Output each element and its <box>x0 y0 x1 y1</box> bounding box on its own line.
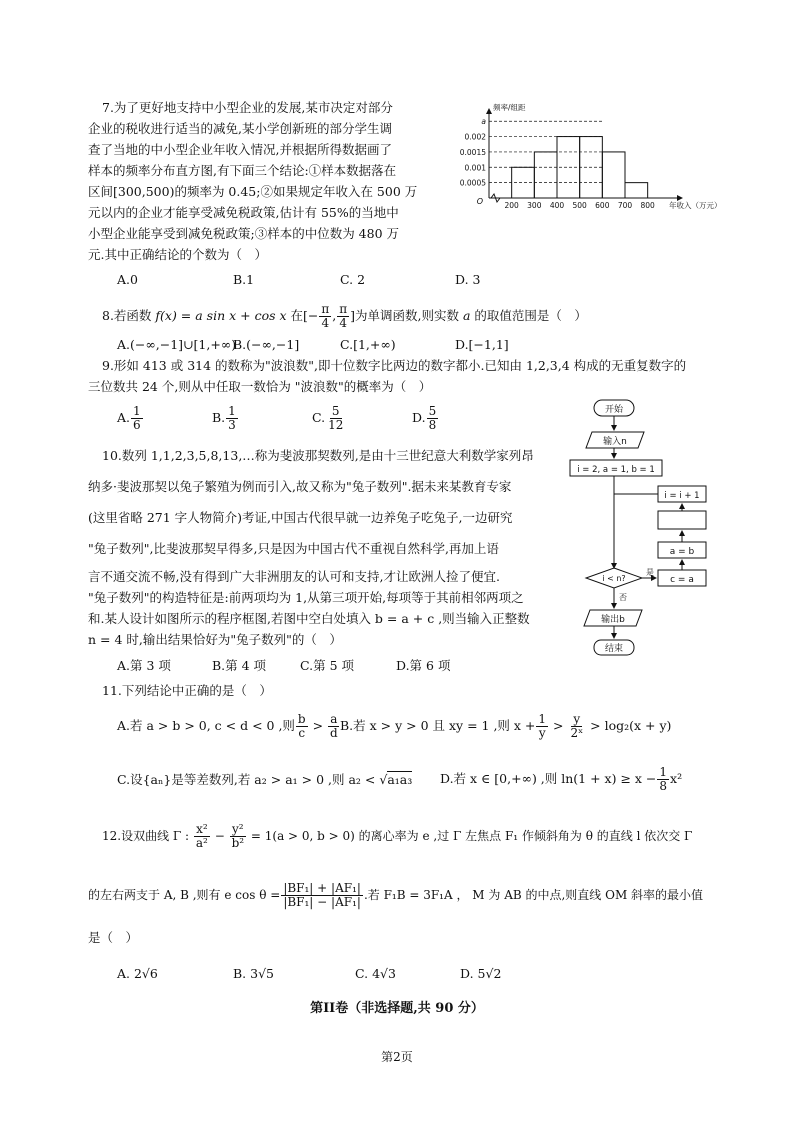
frac-den: 4 <box>321 316 330 330</box>
option-frac <box>427 405 439 432</box>
q10-line: 和.某人设计如图所示的程序框图,若图中空白处填入 b = a + c ,则当输入正整数 <box>88 611 530 626</box>
q10-line: 言不通交流不畅,没有得到广大非洲朋友的认可和支持,才让欧洲人捡了便宜. <box>88 569 500 584</box>
q7-line: 7.为了更好地支持中小型企业的发展,某市决定对部分 <box>102 100 393 115</box>
option-frac <box>131 405 143 432</box>
x-tick-label: 600 <box>595 201 610 210</box>
frac-num: y <box>573 712 581 726</box>
q7-option-c: C. 2 <box>340 272 366 287</box>
frac-den: c <box>298 726 306 740</box>
q8-option-c: C.[1,+∞) <box>340 337 396 352</box>
frac-den: a² <box>195 836 208 850</box>
frac-den: 2ˣ <box>570 726 584 740</box>
sqrt-sign: √ <box>379 772 388 787</box>
flow-assign-c-label: c = a <box>670 575 694 585</box>
x-axis-label: 年收入（万元） <box>669 201 722 210</box>
q7-line: 小型企业能享受到减免税政策;③样本的中位数为 480 万 <box>88 226 400 241</box>
q11-b-text: > <box>549 718 568 733</box>
q7-line: 元以内的企业才能享受减免税政策,估计有 55%的当地中 <box>88 205 399 220</box>
frequency-histogram <box>455 100 722 230</box>
q12-option-b: B. 3√5 <box>233 966 275 981</box>
q12-frac-x <box>194 823 210 850</box>
frac-den: 4 <box>339 316 348 330</box>
histogram-bar <box>625 183 648 198</box>
q12-option-d: D. 5√2 <box>460 966 502 981</box>
q11-stem: 11.下列结论中正确的是（ ） <box>102 683 272 698</box>
q8-option-a: A.(−∞,−1]∪[1,+∞) <box>117 337 237 352</box>
flow-input-label: 输入n <box>603 437 627 447</box>
frac-num: 1 <box>133 404 141 418</box>
q11-d-frac <box>657 766 669 793</box>
flow-no-label: 否 <box>619 593 627 602</box>
q9-option-d <box>412 405 439 432</box>
histogram-bar <box>534 152 557 198</box>
q10-line: n = 4 时,输出结果恰好为"兔子数列"的（ ） <box>88 632 342 647</box>
option-frac <box>326 405 345 432</box>
y-axis-arrow <box>486 108 492 114</box>
q10-line: 10.数列 1,1,2,3,5,8,13,…称为斐波那契数列,是由十三世纪意大利数学家列昂 <box>102 448 534 463</box>
histogram-svg <box>455 100 722 230</box>
frac-num: π <box>339 302 348 316</box>
q11-a-frac2 <box>328 713 340 740</box>
x-tick-label: 500 <box>572 201 587 210</box>
frac-num: y² <box>232 822 244 836</box>
x-tick-label: 400 <box>549 201 565 210</box>
flow-blank-node <box>658 511 706 529</box>
flowchart-svg <box>568 398 713 658</box>
q12-text: 12.设双曲线 Γ : <box>102 829 193 843</box>
q11-b-frac1 <box>536 713 548 740</box>
q8-text: , <box>332 308 337 323</box>
histogram-bar <box>602 152 625 198</box>
frac-den: 6 <box>133 418 141 432</box>
option-letter: B. <box>212 410 226 425</box>
q8-text: 8.若函数 <box>102 308 156 323</box>
frac-den: b² <box>231 836 245 850</box>
q12-frac-ecos <box>281 882 363 909</box>
frac-den: |BF₁| − |AF₁| <box>283 895 361 909</box>
x-tick-label: 700 <box>617 201 633 210</box>
flow-condition-label: i < n? <box>602 574 626 583</box>
q11-option-c <box>117 770 412 788</box>
q7-line: 企业的税收进行适当的减免,某小学创新班的部分学生调 <box>88 121 392 136</box>
q11-b-text: B.若 x > y > 0 且 xy = 1 ,则 x + <box>340 718 536 733</box>
q11-d-text: D.若 x ∈ [0,+∞) ,则 ln(1 + x) ≥ x − <box>440 771 657 786</box>
q12-text: .若 F₁B = 3F₁A ， M 为 AB 的中点,则直线 OM 斜率的最小值 <box>363 888 704 902</box>
q10-option-c: C.第 5 项 <box>300 658 354 673</box>
q11-option-d <box>440 766 682 793</box>
q10-line: (这里省略 271 字人物简介)考证,中国古代很早就一边养兔子吃兔子,一边研究 <box>88 510 513 525</box>
frac-num: 1 <box>659 765 668 779</box>
q7-option-d: D. 3 <box>455 272 481 287</box>
q9-option-a <box>117 405 144 432</box>
q12-line-2 <box>88 882 703 909</box>
q10-line: "兔子数列"的构造特征是:前两项均为 1,从第三项开始,每项等于其前相邻两项之 <box>88 590 524 605</box>
frac-num: x² <box>196 822 208 836</box>
x-tick-label: 200 <box>504 201 519 210</box>
q11-d-text: x² <box>670 771 683 786</box>
q12-option-a: A. 2√6 <box>117 966 158 981</box>
q12-text: − <box>210 829 229 843</box>
flow-yes-label: 是 <box>646 568 654 577</box>
q7-line: 样本的频率分布直方图,有下面三个结论:①样本数据落在 <box>88 163 397 178</box>
q7-option-a: A.0 <box>117 272 138 287</box>
q8-text: ]为单调函数,则实数 <box>350 308 463 323</box>
sqrt-radicand: a₁a₃ <box>387 772 413 787</box>
frac-num: π <box>321 302 330 316</box>
frac-den: y <box>538 726 546 740</box>
flow-output-label: 输出b <box>601 615 625 625</box>
x-tick-label: 800 <box>640 201 655 210</box>
q10-option-d: D.第 6 项 <box>396 658 451 673</box>
q11-a-frac1 <box>296 713 308 740</box>
q12-text: = 1(a > 0, b > 0) 的离心率为 e ,过 Γ 左焦点 F₁ 作倾斜角为 θ 的直线 l 依次交 Γ <box>247 829 693 843</box>
frac-den: 12 <box>328 418 344 432</box>
option-frac <box>226 405 238 432</box>
y-tick-label: 0.001 <box>464 163 486 173</box>
y-tick-label: 0.0005 <box>459 178 486 188</box>
q9-option-c <box>312 405 346 432</box>
frac-den: d <box>330 726 338 740</box>
q12-line-1 <box>102 823 692 850</box>
frac-num: 1 <box>538 712 547 726</box>
q8-text: 的取值范围是（ ） <box>470 308 587 323</box>
page-number: 第2页 <box>381 1050 413 1064</box>
q10-option-b: B.第 4 项 <box>212 658 267 673</box>
flow-assign-a-label: a = b <box>669 547 695 557</box>
frac-num: 5 <box>428 404 437 418</box>
part-two-heading: 第II卷（非选择题,共 90 分） <box>310 1001 484 1016</box>
q7-line: 区间[300,500)的频率为 0.45;②如果规定年收入在 500 万 <box>88 184 418 199</box>
q11-b-frac2 <box>568 713 585 740</box>
flow-init-label: i = 2, a = 1, b = 1 <box>577 465 655 475</box>
q11-a-text: > <box>308 718 328 733</box>
frac-num: 1 <box>228 404 236 418</box>
option-letter: A. <box>117 410 131 425</box>
q8-function: f(x) = a sin x + cos x <box>155 308 287 323</box>
option-letter: C. <box>312 410 326 425</box>
q12-option-c: C. 4√3 <box>355 966 396 981</box>
q11-b-text: > log₂(x + y) <box>586 718 672 733</box>
q9-line: 三位数共 24 个,则从中任取一数恰为 "波浪数"的概率为（ ） <box>88 379 432 394</box>
q11-c-text: C.设{aₙ}是等差数列,若 a₂ > a₁ > 0 ,则 a₂ < <box>117 772 380 787</box>
frac-num: a <box>330 712 338 726</box>
q11-option-a <box>117 713 341 740</box>
origin-label: O <box>476 197 483 206</box>
y-tick-label: 0.002 <box>464 132 486 142</box>
q8-option-d: D.[−1,1] <box>455 337 509 352</box>
q7-option-b: B.1 <box>233 272 255 287</box>
frac-num: b <box>297 712 306 726</box>
q10-option-a: A.第 3 项 <box>117 658 171 673</box>
y-axis-label: 频率/组距 <box>493 103 526 112</box>
q12-text: 的左右两支于 A, B ,则有 e cos θ = <box>88 888 281 902</box>
x-tick-label: 300 <box>527 201 542 210</box>
q10-line: 纳多·斐波那契以兔子繁殖为例而引入,故又称为"兔子数列".据未来某教育专家 <box>88 479 512 494</box>
q8-var: a <box>462 308 471 323</box>
q7-line: 查了当地的中小型企业年收入情况,并根据所得数据画了 <box>88 142 392 157</box>
program-flowchart <box>568 398 713 658</box>
frac-den: 8 <box>428 418 437 432</box>
q8-option-b: B.(−∞,−1] <box>233 337 300 352</box>
q9-option-b <box>212 405 239 432</box>
q11-option-b <box>340 713 671 740</box>
q9-line: 9.形如 413 或 314 的数称为"波浪数",即十位数字比两边的数字都小.已知由 1,2,3,4 构成的无重复数字的 <box>102 358 687 373</box>
q12-line-3: 是（ ） <box>88 930 139 945</box>
q8-stem <box>102 303 587 330</box>
y-tick-label: 0.0015 <box>459 147 486 157</box>
frac-den: 8 <box>659 779 668 793</box>
q8-frac <box>319 303 331 330</box>
option-letter: D. <box>412 410 426 425</box>
q12-frac-y <box>230 823 247 850</box>
q10-line: "兔子数列",比斐波那契早得多,只是因为中国古代不重视自然科学,再加上语 <box>88 541 499 556</box>
frac-den: 3 <box>228 418 236 432</box>
q8-text: 在[− <box>286 308 319 323</box>
frac-num: |BF₁| + |AF₁| <box>283 881 361 895</box>
q8-frac <box>337 303 349 330</box>
q11-a-text: A.若 a > b > 0, c < d < 0 ,则 <box>117 718 295 733</box>
frac-num: 5 <box>331 404 340 418</box>
y-tick-label: a <box>481 117 486 127</box>
flow-increment-label: i = i + 1 <box>664 491 700 501</box>
q7-line: 元.其中正确结论的个数为（ ） <box>88 247 267 262</box>
flow-start-label: 开始 <box>604 405 624 415</box>
flow-end-label: 结束 <box>604 644 624 654</box>
